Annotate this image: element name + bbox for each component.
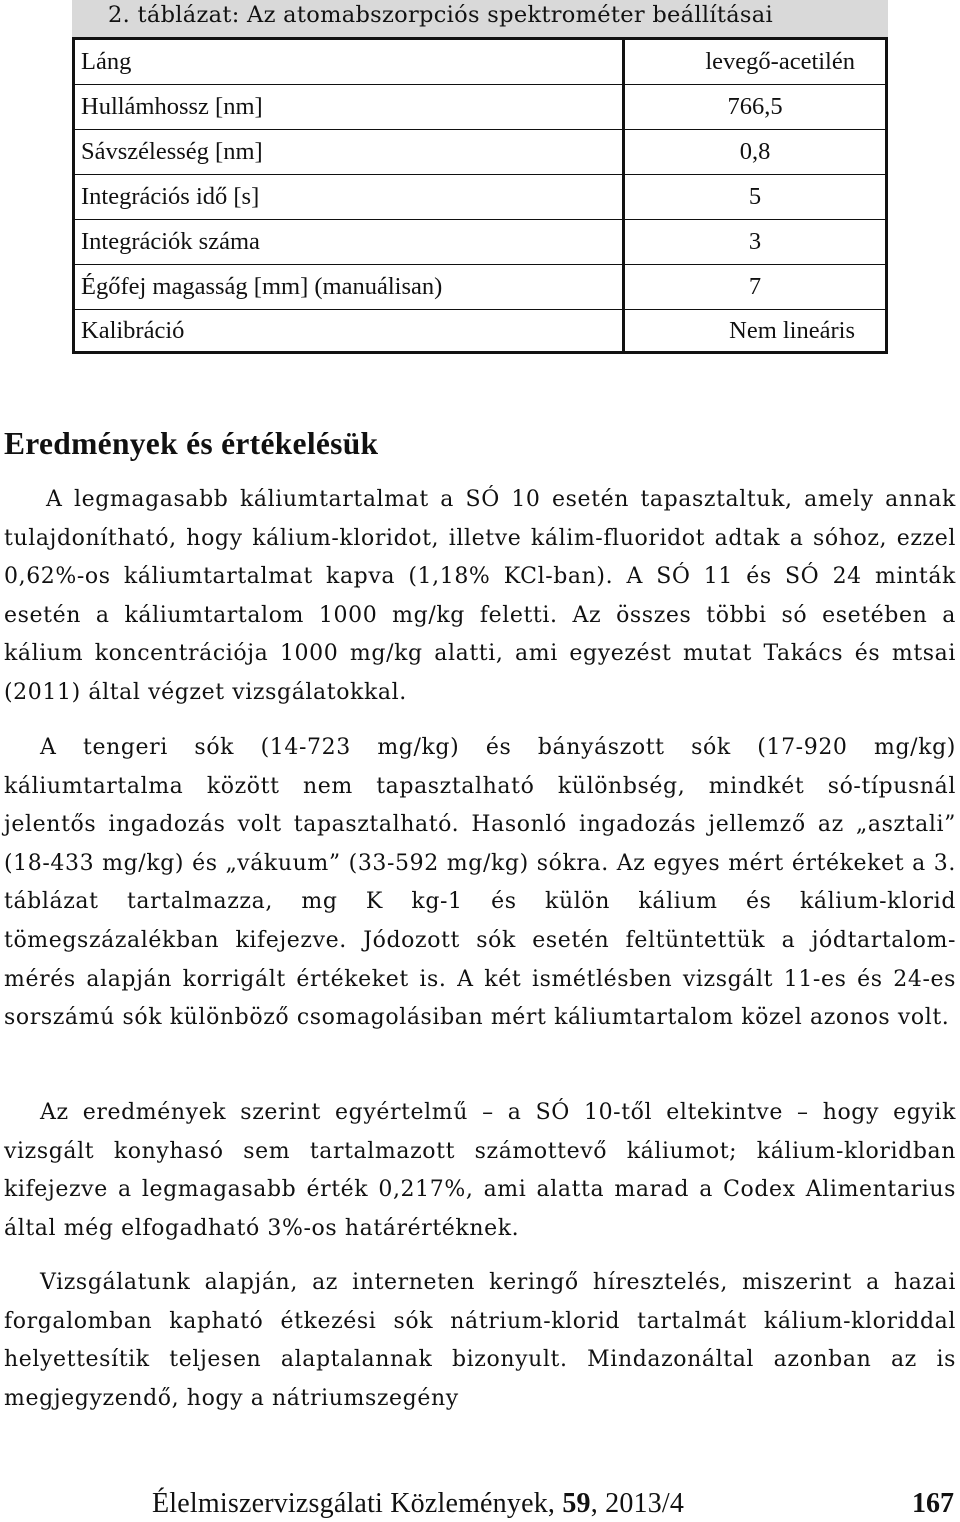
- setting-label: Égőfej magasság [mm] (manuálisan): [74, 265, 624, 310]
- setting-value: 3: [624, 220, 887, 265]
- table-row: [74, 175, 887, 220]
- aas-settings-table: [72, 37, 888, 354]
- setting-label: Láng: [74, 39, 624, 85]
- body-paragraph: [4, 1094, 956, 1248]
- table-row: [74, 130, 887, 175]
- table-row: [74, 265, 887, 310]
- setting-label: Integrációk száma: [74, 220, 624, 265]
- table-row: [74, 220, 887, 265]
- page-number: 167: [912, 1488, 954, 1519]
- paragraph-text: A legmagasabb káliumtartalmat a SÓ 10 esetén tapasztaltuk, amely annak tulajdonítható, hogy kálium-kloridot, illetve kálim-fluoridot adtak a sóhoz, ezzel 0,62%-os káliumtartalmat kapva (1,18% KCl-ban). A SÓ 11 és SÓ 24 minták esetén a káliumtartalom 1000 mg/kg feletti. Az összes többi só esetében a kálium koncentrációja 1000 mg/kg alatti, ami egyezést mutat Takács és mtsai (2011) által végzet vizsgálatokkal.: [4, 487, 956, 705]
- section-heading: Eredmények és értékelésük: [4, 426, 379, 461]
- journal-volume: 59: [562, 1488, 591, 1519]
- table-caption: 2. táblázat: Az atomabszorpciós spektrométer beállításai: [72, 0, 888, 37]
- setting-value: levegő-acetilén: [705, 48, 855, 75]
- paragraph-text: Az eredmények szerint egyértelmű – a SÓ 10-től eltekintve – hogy egyik vizsgált konyhasó sem tartalmazott számottevő káliumot; kálium-kloridban kifejezve a legmagasabb érték 0,217%, ami alatta marad a Codex Alimentarius által még elfogadható 3%-os határértéknek.: [4, 1100, 956, 1241]
- setting-value: 7: [624, 265, 887, 310]
- setting-value: 766,5: [624, 85, 887, 130]
- setting-label: Hullámhossz [nm]: [74, 85, 624, 130]
- body-paragraph: [4, 1264, 956, 1418]
- setting-label: Sávszélesség [nm]: [74, 130, 624, 175]
- journal-footer: [152, 1486, 684, 1522]
- setting-value: 0,8: [624, 130, 887, 175]
- setting-label: Integrációs idő [s]: [74, 175, 624, 220]
- paragraph-text: Vizsgálatunk alapján, az interneten keringő híresztelés, miszerint a hazai forgalomban kapható étkezési sók nátrium-klorid tartalmát kálium-kloriddal helyettesítik teljesen alaptalannak bizonyult. Mindazonáltal azonban az is megjegyzendő, hogy a nátriumszegény: [4, 1270, 956, 1411]
- table-row: [74, 39, 887, 85]
- table-row: [74, 85, 887, 130]
- setting-value: Nem lineáris: [624, 310, 887, 353]
- setting-value: 5: [624, 175, 887, 220]
- setting-label: Kalibráció: [74, 310, 624, 353]
- body-paragraph: [4, 481, 956, 713]
- table-row: [74, 310, 887, 353]
- journal-issue: , 2013/4: [590, 1488, 685, 1519]
- paragraph-text: A tengeri sók (14-723 mg/kg) és bányászott sók (17-920 mg/kg) káliumtartalma között nem tapasztalható különbség, mindkét só-típusnál jelentős ingadozás volt tapasztalható. Hasonló ingadozás jellemző az „asztali” (18-433 mg/kg) és „vákuum” (33-592 mg/kg) sókra. Az egyes mért értékeket a 3. táblázat tartalmazza, mg K kg-1 és külön kálium és kálium-klorid tömegszázalékban kifejezve. Jódozott sók esetén feltüntettük a jódtartalom-mérés alapján korrigált értékeket is. A két ismétlésben vizsgált 11-es és 24-es sorszámú sók különböző csomagolásiban mért káliumtartalom közel azonos volt.: [4, 735, 956, 1031]
- body-paragraph: [4, 729, 956, 1038]
- journal-name: Élelmiszervizsgálati Közlemények,: [152, 1488, 563, 1519]
